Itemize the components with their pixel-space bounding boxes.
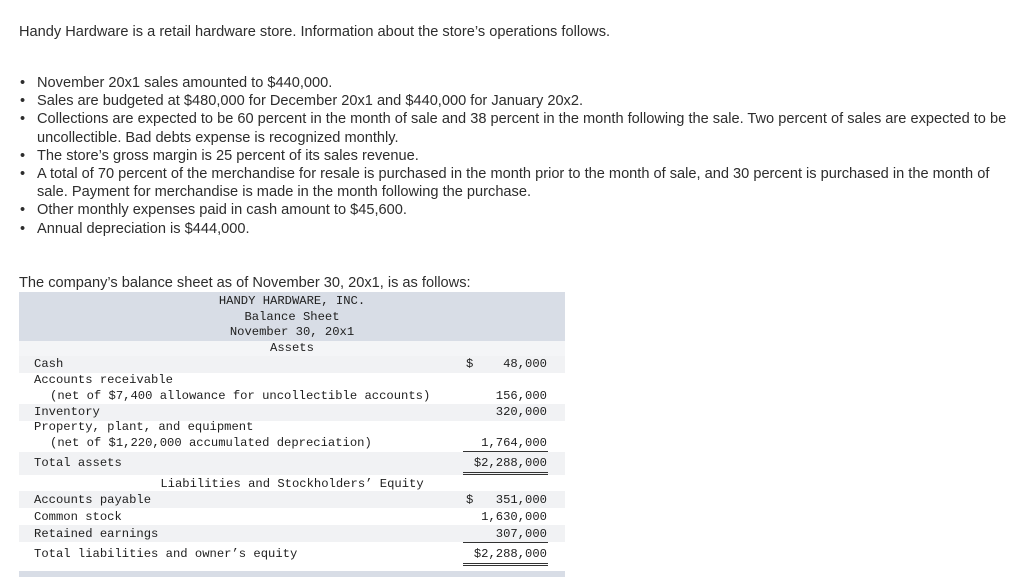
inventory-label: Inventory [34, 405, 100, 419]
bullet-icon: • [20, 75, 26, 91]
list-item [19, 92, 1009, 110]
double-rule-bottom [463, 565, 548, 566]
total-liabilities-equity-value: $2,288,000 [473, 547, 547, 561]
subtotal-rule [463, 451, 548, 452]
common-stock-label: Common stock [34, 510, 122, 524]
bullet-icon: • [20, 166, 26, 183]
list-item-text: Other monthly expenses paid in cash amount to $45,600. [37, 202, 407, 219]
balance-sheet-header [19, 292, 565, 341]
double-rule-top [463, 472, 548, 473]
accounts-receivable-note: (net of $7,400 allowance for uncollectible accounts) [50, 389, 431, 403]
ppe-label: Property, plant, and equipment [34, 420, 254, 434]
list-item-text: A total of 70 percent of the merchandise for resale is purchased in the month prior to the month of sale, and 30 percent is purchased in the month of sale. Payment for merchandise is made in the month following the purchase. [37, 166, 990, 201]
row-stripe [19, 404, 565, 421]
list-item-text: Annual depreciation is $444,000. [37, 220, 250, 237]
bullet-icon: • [20, 111, 26, 128]
balance-sheet-intro: The company’s balance sheet as of November 30, 20x1, is as follows: [19, 275, 471, 291]
cash-value: 48,000 [503, 357, 547, 371]
bullet-icon: • [20, 93, 26, 110]
list-item [19, 110, 1009, 146]
cash-dollar-sign: $ [466, 357, 474, 371]
balance-sheet-footer-band [19, 571, 565, 577]
list-item-text: Sales are budgeted at $480,000 for December 20x1 and $440,000 for January 20x2. [37, 93, 584, 110]
company-name: HANDY HARDWARE, INC. [218, 294, 366, 308]
operations-list [19, 74, 1009, 238]
assets-heading-band [19, 341, 565, 356]
bullet-icon: • [20, 220, 26, 237]
subtotal-rule [463, 542, 548, 543]
list-item [19, 74, 1009, 92]
list-item-text: The store’s gross margin is 25 percent of its sales revenue. [37, 147, 419, 164]
statement-title: Balance Sheet [244, 310, 340, 324]
total-assets-label: Total assets [34, 456, 122, 470]
liabilities-equity-heading: Liabilities and Stockholders’ Equity [160, 477, 424, 491]
list-item-text: November 20x1 sales amounted to $440,000. [37, 75, 333, 91]
intro-paragraph: Handy Hardware is a retail hardware store. Information about the store’s operations follows. [19, 24, 611, 40]
ppe-note: (net of $1,220,000 accumulated depreciation) [50, 436, 372, 450]
retained-earnings-label: Retained earnings [34, 527, 159, 541]
accounts-receivable-label: Accounts receivable [34, 373, 173, 387]
list-item [19, 165, 1009, 201]
list-item [19, 220, 1009, 238]
statement-date: November 30, 20x1 [229, 325, 355, 339]
bullet-icon: • [20, 202, 26, 219]
common-stock-value: 1,630,000 [481, 510, 547, 524]
accounts-payable-value: 351,000 [495, 493, 547, 507]
assets-heading: Assets [270, 341, 314, 355]
row-stripe [19, 356, 565, 373]
inventory-value: 320,000 [495, 405, 547, 419]
double-rule-bottom [463, 474, 548, 475]
list-item [19, 147, 1009, 165]
list-item [19, 201, 1009, 219]
accounts-receivable-value: 156,000 [495, 389, 547, 403]
balance-sheet [19, 292, 565, 585]
ppe-value: 1,764,000 [481, 436, 547, 450]
double-rule-top [463, 563, 548, 564]
cash-label: Cash [34, 357, 64, 371]
accounts-payable-dollar-sign: $ [466, 493, 474, 507]
bullet-icon: • [20, 147, 26, 164]
list-item-text: Collections are expected to be 60 percent in the month of sale and 38 percent in the month following the sale. Two percent of sales are expected to be uncollectible. Bad debts expense is recognized monthly. [37, 111, 1007, 146]
accounts-payable-label: Accounts payable [34, 493, 152, 507]
total-assets-value: $2,288,000 [473, 456, 547, 470]
total-liabilities-equity-label: Total liabilities and owner’s equity [34, 547, 298, 561]
retained-earnings-value: 307,000 [495, 527, 547, 541]
